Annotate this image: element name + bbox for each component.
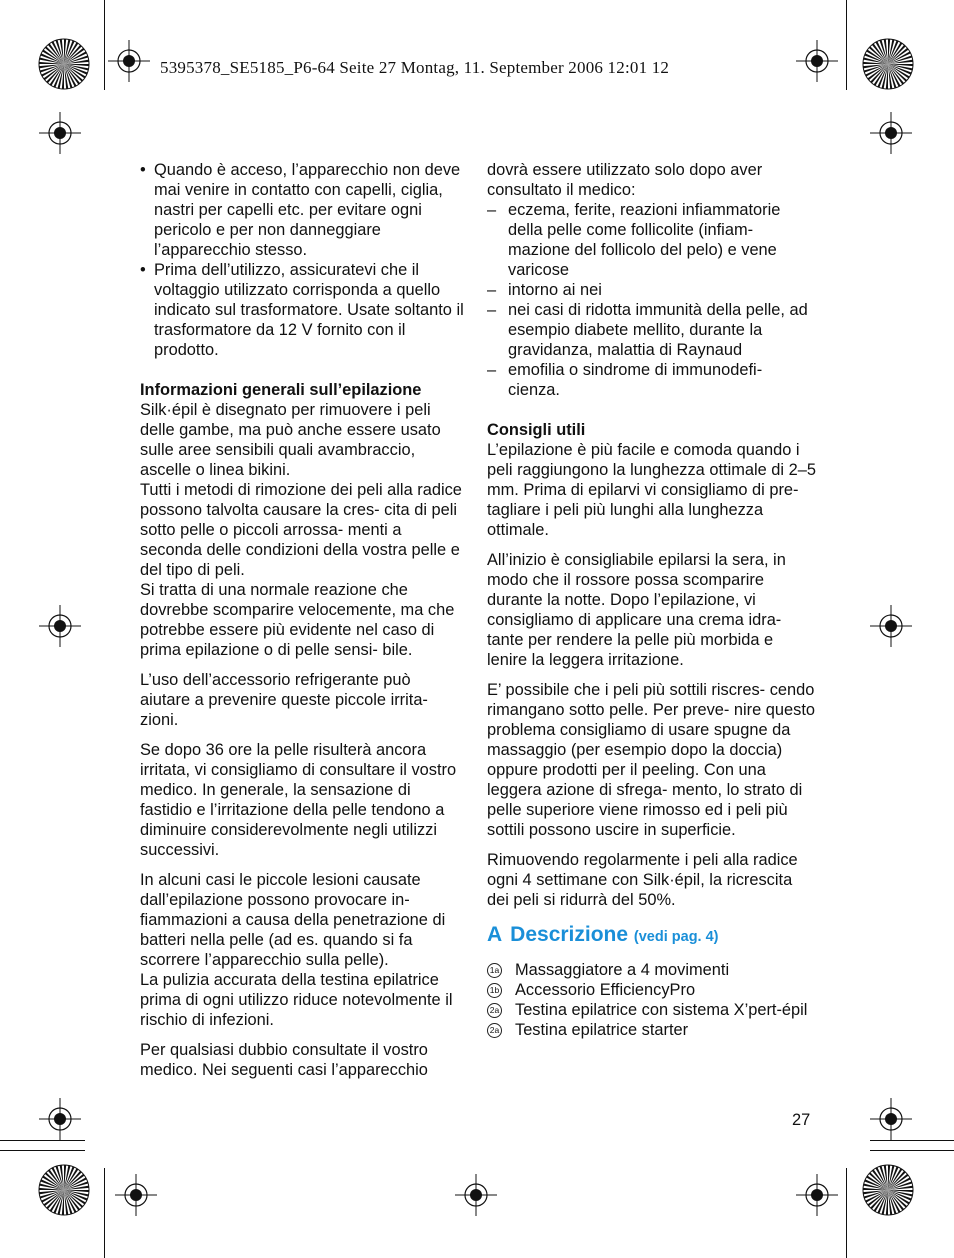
crop-mark [846,1168,847,1258]
paragraph: Tutti i metodi di rimozione dei peli alla radice possono talvolta causare la cres- cita di peli sotto pelle o piccoli arrossa- menti a seconda delle condizioni della vostra pelle e del tipo di peli. [140,481,462,579]
description-text: Massaggiatore a 4 movimenti [515,961,730,979]
crop-mark [104,1168,105,1258]
right-column [487,160,817,1040]
registration-target-icon [455,1174,497,1216]
description-text: Testina epilatrice starter [515,1021,689,1039]
page-reference: (vedi pag. 4) [633,929,719,945]
description-text: Accessorio EfficiencyPro [515,981,696,999]
registration-target-icon [870,112,912,154]
dash-text: intorno ai nei [508,281,602,299]
dash-icon: – [487,301,497,319]
paragraph: Si tratta di una normale reazione che dovrebbe scomparire velocemente, ma che potrebbe essere più evidente nel caso di prima epilazione o di pelle sensi- bile. [140,581,455,659]
registration-target-icon [796,40,838,82]
registration-target-icon [870,1098,912,1140]
paragraph: In alcuni casi le piccole lesioni causate dall’epilazione possono provocare in- fiammazioni a causa della penetrazione di batteri nella pelle (ad es. quando si fa scorrere l’apparecchio sulla pelle). [140,871,446,969]
left-column [140,160,465,1080]
starburst-mark-icon [38,1164,90,1216]
section-letter: A [487,923,503,946]
paragraph: Se dopo 36 ore la pelle risulterà ancora irritata, vi consigliamo di consultare il vostro medico. In generale, la sensazione di fastidio e l’irritazione della pelle tendono a diminuire considerevolmente negli utilizzi successivi. [140,741,457,859]
dash-text: emofilia o sindrome di immunodefi- cienza. [508,361,763,399]
print-slug-header: 5395378_SE5185_P6-64 Seite 27 Montag, 11. September 2006 12:01 12 [160,58,670,77]
description-item [487,1000,817,1020]
bullet-item [140,260,465,360]
description-item [487,1020,817,1040]
dash-icon: – [487,281,497,299]
bullet-text: Prima dell’utilizzo, assicuratevi che il voltaggio utilizzato corrisponda a quello indicato sul trasformatore. Usate soltanto il trasformatore da 12 V fornito con il prodotto. [154,261,464,359]
dash-icon: – [487,361,497,379]
registration-target-icon [39,605,81,647]
registration-target-icon [115,1174,157,1216]
registration-target-icon [39,112,81,154]
section-title [487,922,817,950]
bullet-icon: • [140,161,146,179]
bullet-icon: • [140,261,146,279]
paragraph: L’epilazione è più facile e comoda quando i peli raggiungono la lunghezza ottimale di 2–5 mm. Prima di epilarvi vi consigliamo di pre-tagliare i peli più lunghi alla lunghezza ottimale. [487,441,816,539]
starburst-mark-icon [862,1164,914,1216]
registration-target-icon [108,40,150,82]
crop-mark [0,1150,85,1151]
section-heading: Informazioni generali sull’epilazione [140,381,422,399]
description-item [487,980,817,1000]
page-number: 27 [792,1111,811,1129]
registration-target-icon [870,605,912,647]
section-title-text: Descrizione [510,923,629,946]
crop-mark [870,1150,954,1151]
dash-list-item [487,200,817,280]
bullet-item [140,160,465,260]
registration-target-icon [39,1098,81,1140]
paragraph: dovrà essere utilizzato solo dopo aver consultato il medico: [487,161,763,199]
dash-list-item [487,280,817,300]
item-number-badge: 2a [487,1003,502,1018]
description-item [487,960,817,980]
dash-text: nei casi di ridotta immunità della pelle, ad esempio diabete mellito, durante la gravidanza, malattia di Raynaud [508,301,808,359]
dash-icon: – [487,201,497,219]
starburst-mark-icon [862,38,914,90]
bullet-text: Quando è acceso, l’apparecchio non deve mai venire in contatto con capelli, ciglia, nastri per capelli etc. per evitare ogni pericolo e per non danneggiare l’apparecchio stesso. [154,161,461,259]
paragraph: Rimuovendo regolarmente i peli alla radice ogni 4 settimane con Silk·épil, la ricrescita dei peli si ridurrà del 50%. [487,851,798,909]
dash-text: eczema, ferite, reazioni infiammatorie della pelle come follicolite (infiam- mazione del follicolo del pelo) e vene varicose [508,201,781,279]
registration-target-icon [796,1174,838,1216]
paragraph: Per qualsiasi dubbio consultate il vostro medico. Nei seguenti casi l’apparecchio [140,1041,428,1079]
item-number-badge: 1b [487,983,502,998]
paragraph: La pulizia accurata della testina epilatrice prima di ogni utilizzo riduce notevolmente il rischio di infezioni. [140,971,453,1029]
crop-mark [0,1140,85,1141]
description-text: Testina epilatrice con sistema X’pert-épil [515,1001,808,1019]
item-number-badge: 1a [487,963,502,978]
item-number-badge: 2a [487,1023,502,1038]
dash-list-item [487,300,817,360]
paragraph: All’inizio è consigliabile epilarsi la sera, in modo che il rossore possa scomparire durante la notte. Dopo l’epilazione, vi consigliamo di applicare una crema idra- tante per rendere la pelle più morbida e lenire la leggera irritazione. [487,551,786,669]
dash-list-item [487,360,817,400]
paragraph: L’uso dell’accessorio refrigerante può aiutare a prevenire queste piccole irrita- zioni. [140,671,428,729]
crop-mark [104,0,105,90]
paragraph: E’ possibile che i peli più sottili riscres- cendo rimangano sotto pelle. Per preve- nire questo problema consigliamo di usare spugne da massaggio (per esempio dopo la doccia) oppure prodotti per il peeling. Con una leggera azione di sfrega- mento, lo strato di pelle superiore viene rimosso ed i peli più sottili possono uscire in superficie. [487,681,815,839]
crop-mark [870,1140,954,1141]
starburst-mark-icon [38,38,90,90]
paragraph: Silk·épil è disegnato per rimuovere i peli delle gambe, ma può anche essere usato sulle aree sensibili quali avambraccio, ascelle o linea bikini. [140,401,441,479]
crop-mark [846,0,847,90]
section-heading: Consigli utili [487,421,586,439]
